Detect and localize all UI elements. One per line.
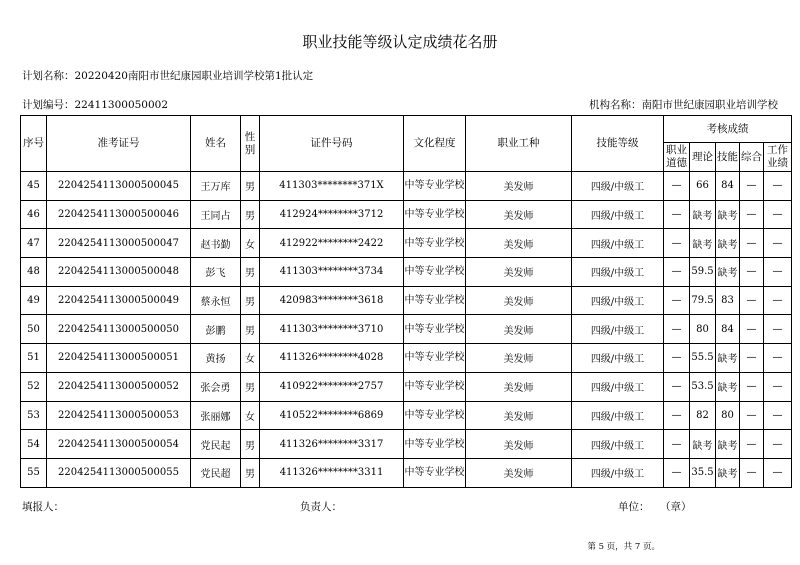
cell-skill: 80 [716, 401, 740, 430]
cell-seq: 46 [21, 200, 47, 229]
cell-overall: — [740, 315, 764, 344]
cell-job: 美发师 [466, 372, 572, 401]
cell-overall: — [740, 401, 764, 430]
cell-skill: 缺考 [716, 372, 740, 401]
cell-gender: 男 [241, 258, 260, 287]
cell-name: 黄扬 [191, 344, 241, 373]
cell-gender: 女 [241, 401, 260, 430]
header-skill: 技能 [716, 143, 740, 172]
table-row [21, 344, 792, 373]
cell-id: 411326********3311 [260, 458, 404, 487]
cell-name: 张会勇 [191, 372, 241, 401]
cell-ticket: 2204254113000500048 [47, 258, 191, 287]
table-row [21, 172, 792, 201]
cell-job: 美发师 [466, 315, 572, 344]
table-row [21, 229, 792, 258]
cell-work: — [764, 458, 792, 487]
cell-work: — [764, 372, 792, 401]
cell-level: 四级/中级工 [572, 286, 664, 315]
table-row [21, 372, 792, 401]
cell-level: 四级/中级工 [572, 200, 664, 229]
cell-name: 王同占 [191, 200, 241, 229]
cell-education: 中等专业学校 [404, 229, 466, 258]
cell-level: 四级/中级工 [572, 430, 664, 459]
cell-level: 四级/中级工 [572, 344, 664, 373]
cell-ticket: 2204254113000500046 [47, 200, 191, 229]
cell-id: 410522********6869 [260, 401, 404, 430]
cell-skill: 84 [716, 315, 740, 344]
cell-level: 四级/中级工 [572, 172, 664, 201]
cell-theory: 82 [690, 401, 716, 430]
header-ethics: 职业道德 [664, 143, 690, 172]
cell-education: 中等专业学校 [404, 315, 466, 344]
cell-name: 张丽娜 [191, 401, 241, 430]
cell-id: 411303********371X [260, 172, 404, 201]
cell-overall: — [740, 430, 764, 459]
cell-work: — [764, 401, 792, 430]
cell-education: 中等专业学校 [404, 401, 466, 430]
cell-gender: 男 [241, 458, 260, 487]
plan-name: 计划名称：20220420南阳市世纪康园职业培训学校第1批认定 [22, 70, 314, 82]
cell-work: — [764, 200, 792, 229]
cell-level: 四级/中级工 [572, 458, 664, 487]
cell-work: — [764, 258, 792, 287]
cell-ticket: 2204254113000500051 [47, 344, 191, 373]
cell-seq: 55 [21, 458, 47, 487]
header-theory: 理论 [690, 143, 716, 172]
cell-gender: 男 [241, 372, 260, 401]
cell-name: 彭飞 [191, 258, 241, 287]
cell-ethics: — [664, 401, 690, 430]
cell-work: — [764, 229, 792, 258]
cell-name: 蔡永恒 [191, 286, 241, 315]
cell-skill: 缺考 [716, 229, 740, 258]
cell-ethics: — [664, 430, 690, 459]
page-indicator: 第 5 页，共 7 页。 [587, 542, 660, 552]
cell-ethics: — [664, 315, 690, 344]
header-id: 证件号码 [260, 116, 404, 172]
header-overall: 综合 [740, 143, 764, 172]
cell-theory: 80 [690, 315, 716, 344]
cell-name: 党民超 [191, 458, 241, 487]
cell-ethics: — [664, 458, 690, 487]
plan-number: 计划编号：22411300050002 [22, 99, 169, 111]
cell-gender: 男 [241, 430, 260, 459]
cell-education: 中等专业学校 [404, 458, 466, 487]
cell-ticket: 2204254113000500055 [47, 458, 191, 487]
cell-ticket: 2204254113000500052 [47, 372, 191, 401]
cell-ticket: 2204254113000500053 [47, 401, 191, 430]
cell-skill: 缺考 [716, 258, 740, 287]
table-row [21, 430, 792, 459]
cell-gender: 男 [241, 315, 260, 344]
cell-ethics: — [664, 200, 690, 229]
cell-ethics: — [664, 372, 690, 401]
cell-job: 美发师 [466, 172, 572, 201]
cell-ethics: — [664, 172, 690, 201]
cell-theory: 53.5 [690, 372, 716, 401]
cell-ethics: — [664, 344, 690, 373]
cell-gender: 男 [241, 286, 260, 315]
header-ticket: 准考证号 [47, 116, 191, 172]
cell-id: 412924********3712 [260, 200, 404, 229]
cell-work: — [764, 286, 792, 315]
cell-seq: 51 [21, 344, 47, 373]
cell-education: 中等专业学校 [404, 344, 466, 373]
header-seq: 序号 [21, 116, 47, 172]
cell-overall: — [740, 200, 764, 229]
cell-id: 410922********2757 [260, 372, 404, 401]
cell-level: 四级/中级工 [572, 258, 664, 287]
cell-skill: 83 [716, 286, 740, 315]
cell-education: 中等专业学校 [404, 200, 466, 229]
cell-seq: 48 [21, 258, 47, 287]
cell-ticket: 2204254113000500054 [47, 430, 191, 459]
cell-theory: 缺考 [690, 430, 716, 459]
cell-level: 四级/中级工 [572, 401, 664, 430]
header-name: 姓名 [191, 116, 241, 172]
cell-theory: 55.5 [690, 344, 716, 373]
cell-level: 四级/中级工 [572, 229, 664, 258]
cell-education: 中等专业学校 [404, 372, 466, 401]
cell-level: 四级/中级工 [572, 372, 664, 401]
table-row [21, 315, 792, 344]
cell-skill: 缺考 [716, 200, 740, 229]
cell-id: 411303********3710 [260, 315, 404, 344]
cell-skill: 缺考 [716, 344, 740, 373]
filler-label: 填报人： [22, 501, 64, 513]
cell-seq: 45 [21, 172, 47, 201]
cell-ticket: 2204254113000500049 [47, 286, 191, 315]
cell-id: 411303********3734 [260, 258, 404, 287]
cell-job: 美发师 [466, 200, 572, 229]
cell-gender: 女 [241, 229, 260, 258]
cell-theory: 79.5 [690, 286, 716, 315]
cell-work: — [764, 344, 792, 373]
cell-seq: 54 [21, 430, 47, 459]
cell-job: 美发师 [466, 229, 572, 258]
organization-name: 机构名称：南阳市世纪康园职业培训学校 [589, 99, 778, 111]
cell-job: 美发师 [466, 344, 572, 373]
stamp-label: （章） [660, 501, 692, 513]
cell-job: 美发师 [466, 286, 572, 315]
table-row [21, 286, 792, 315]
cell-theory: 缺考 [690, 229, 716, 258]
cell-ethics: — [664, 229, 690, 258]
cell-overall: — [740, 229, 764, 258]
cell-work: — [764, 315, 792, 344]
cell-ticket: 2204254113000500050 [47, 315, 191, 344]
cell-ethics: — [664, 258, 690, 287]
cell-overall: — [740, 458, 764, 487]
unit-label: 单位： [618, 501, 650, 513]
cell-overall: — [740, 172, 764, 201]
cell-overall: — [740, 286, 764, 315]
cell-work: — [764, 430, 792, 459]
cell-skill: 84 [716, 172, 740, 201]
header-work: 工作业绩 [764, 143, 792, 172]
cell-id: 420983********3618 [260, 286, 404, 315]
cell-id: 411326********3317 [260, 430, 404, 459]
table-row [21, 200, 792, 229]
cell-name: 王万库 [191, 172, 241, 201]
table-row [21, 458, 792, 487]
table-row [21, 401, 792, 430]
cell-name: 党民起 [191, 430, 241, 459]
cell-job: 美发师 [466, 458, 572, 487]
cell-education: 中等专业学校 [404, 430, 466, 459]
cell-overall: — [740, 372, 764, 401]
cell-overall: — [740, 344, 764, 373]
roster-body [21, 172, 792, 488]
cell-id: 411326********4028 [260, 344, 404, 373]
cell-theory: 缺考 [690, 200, 716, 229]
cell-level: 四级/中级工 [572, 315, 664, 344]
cell-work: — [764, 172, 792, 201]
score-roster-table [20, 115, 792, 488]
cell-id: 412922********2422 [260, 229, 404, 258]
cell-education: 中等专业学校 [404, 258, 466, 287]
header-level: 技能等级 [572, 116, 664, 172]
cell-seq: 52 [21, 372, 47, 401]
cell-seq: 47 [21, 229, 47, 258]
table-row [21, 258, 792, 287]
cell-seq: 49 [21, 286, 47, 315]
cell-theory: 35.5 [690, 458, 716, 487]
cell-gender: 男 [241, 200, 260, 229]
cell-seq: 50 [21, 315, 47, 344]
cell-overall: — [740, 258, 764, 287]
cell-ticket: 2204254113000500047 [47, 229, 191, 258]
header-job: 职业工种 [466, 116, 572, 172]
cell-job: 美发师 [466, 430, 572, 459]
cell-skill: 缺考 [716, 430, 740, 459]
cell-education: 中等专业学校 [404, 286, 466, 315]
cell-seq: 53 [21, 401, 47, 430]
cell-job: 美发师 [466, 258, 572, 287]
cell-theory: 66 [690, 172, 716, 201]
cell-gender: 女 [241, 344, 260, 373]
header-score-group: 考核成绩 [664, 116, 792, 143]
cell-gender: 男 [241, 172, 260, 201]
cell-job: 美发师 [466, 401, 572, 430]
cell-theory: 59.5 [690, 258, 716, 287]
cell-name: 彭鹏 [191, 315, 241, 344]
cell-ethics: — [664, 286, 690, 315]
cell-name: 赵书勤 [191, 229, 241, 258]
cell-skill: 缺考 [716, 458, 740, 487]
page-title: 职业技能等级认定成绩花名册 [302, 33, 498, 51]
cell-education: 中等专业学校 [404, 172, 466, 201]
header-gender: 性别 [241, 116, 260, 172]
header-education: 文化程度 [404, 116, 466, 172]
cell-ticket: 2204254113000500045 [47, 172, 191, 201]
responsible-label: 负责人： [300, 501, 342, 513]
